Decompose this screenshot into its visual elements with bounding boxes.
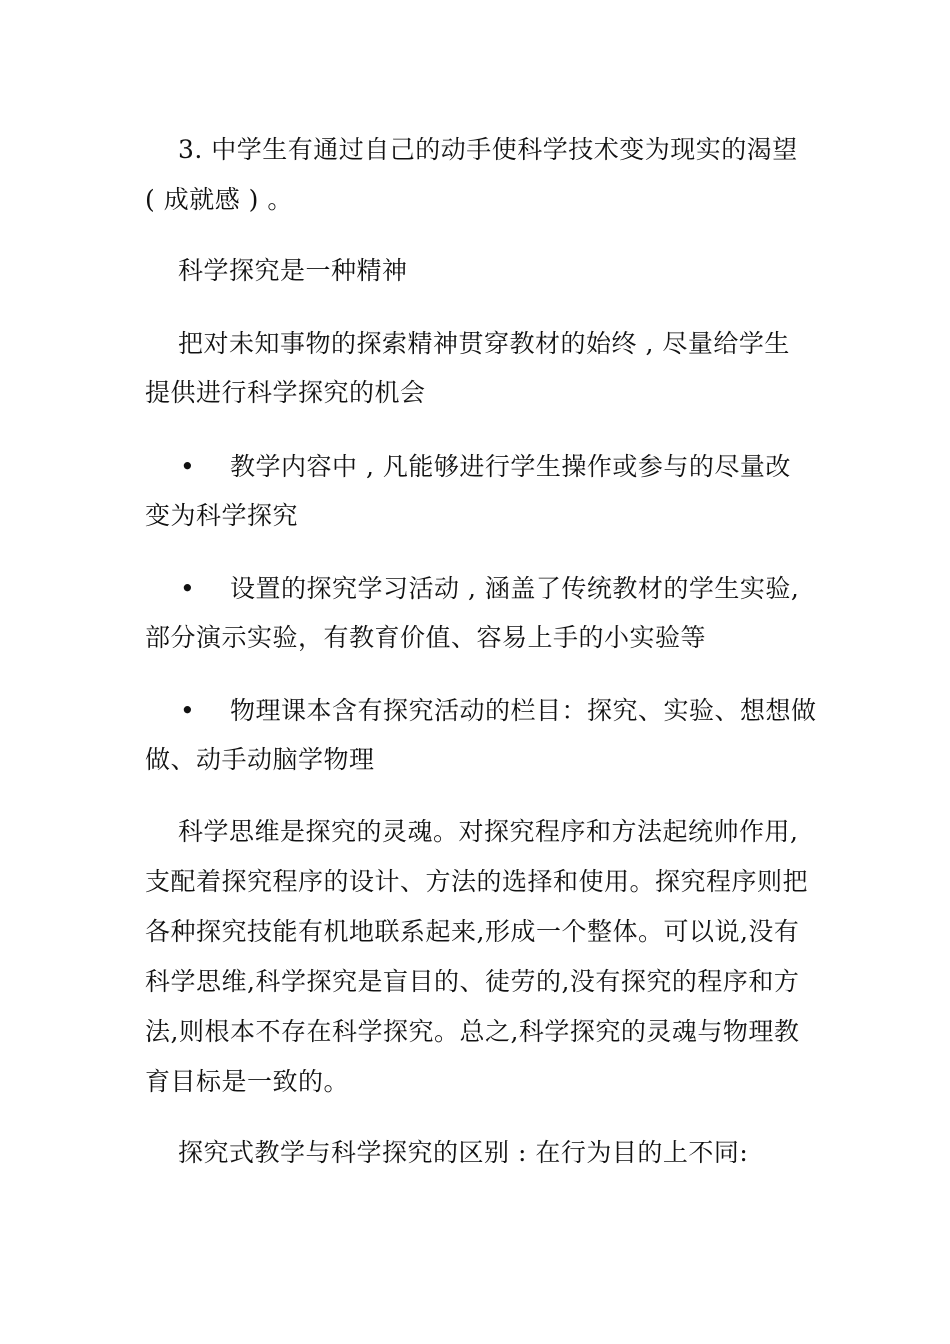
paragraph-line: 支配着探究程序的设计、方法的选择和使用。探究程序则把 [145, 867, 809, 896]
bullet-line: 做、动手动脑学物理 [145, 745, 375, 774]
bullet-icon: • [180, 696, 195, 725]
paragraph-line: 各种探究技能有机地联系起来,形成一个整体。可以说,没有 [145, 917, 800, 946]
paragraph-line: 提供进行科学探究的机会 [145, 378, 426, 407]
bullet-line: 设置的探究学习活动 , 涵盖了传统教材的学生实验, [230, 574, 800, 603]
bullet-line: 变为科学探究 [145, 501, 299, 530]
bullet-line: 部分演示实验，有教育价值、容易上手的小实验等 [145, 623, 707, 652]
paragraph-line: 把对未知事物的探索精神贯穿教材的始终 , 尽量给学生 [178, 329, 790, 358]
bullet-line: 教学内容中 , 凡能够进行学生操作或参与的尽量改 [230, 452, 791, 481]
paragraph-line: 科学思维是探究的灵魂。对探究程序和方法起统帅作用, [178, 817, 799, 846]
paragraph-line: 探究式教学与科学探究的区别 : 在行为目的上不同: [178, 1138, 749, 1167]
paragraph-line: 3. 中学生有通过自己的动手使科学技术变为现实的渴望 [178, 135, 798, 164]
paragraph-line: 育目标是一致的。 [145, 1067, 350, 1096]
bullet-icon: • [180, 452, 195, 481]
paragraph-line: 法,则根本不存在科学探究。总之,科学探究的灵魂与物理教 [145, 1017, 800, 1046]
bullet-icon: • [180, 574, 195, 603]
section-heading: 科学探究是一种精神 [178, 256, 408, 285]
paragraph-line: ( 成就感 ) 。 [145, 185, 293, 214]
bullet-line: 物理课本含有探究活动的栏目：探究、实验、想想做 [230, 696, 817, 725]
paragraph-line: 科学思维,科学探究是盲目的、徒劳的,没有探究的程序和方 [145, 967, 800, 996]
